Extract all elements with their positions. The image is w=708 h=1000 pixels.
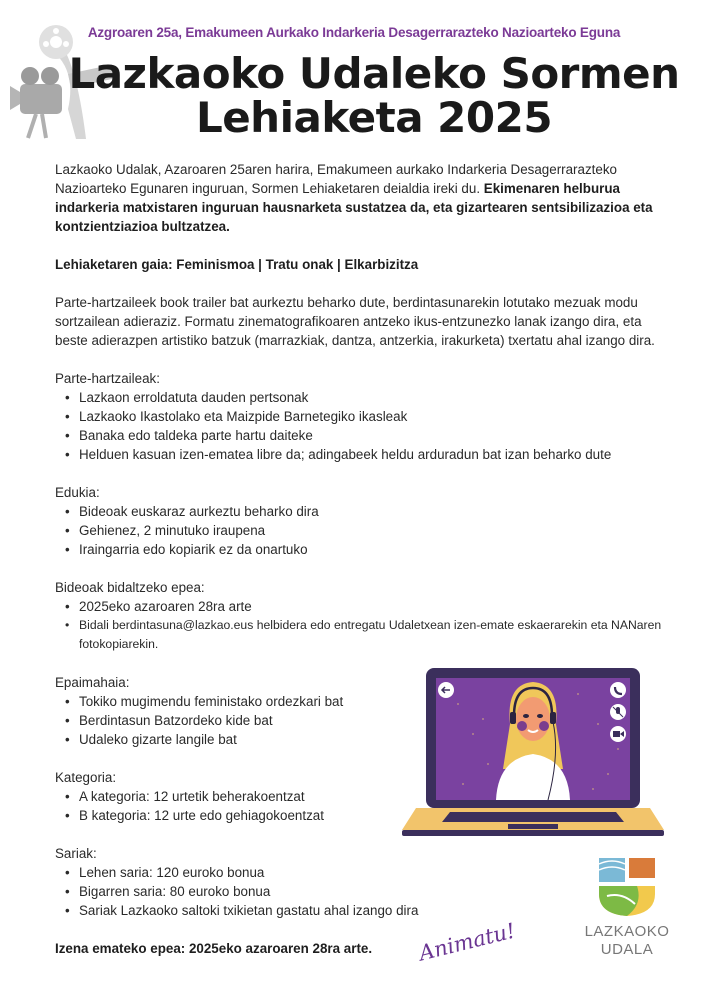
list-item: • Lazkaoko Ikastolako eta Maizpide Barnetegiko ikasleak: [55, 407, 675, 426]
intro-text: Lazkaoko Udalak, Azaroaren 25aren harira, Emakumeen aurkako Indarkeria Desagerrarazteko Nazioarteko Egunaren inguruan, Sormen Lehiaketaren deialdia ireki du.: [55, 162, 617, 196]
deadline-list: [55, 597, 675, 654]
category-heading: Kategoria:: [55, 770, 117, 785]
page-title: [40, 49, 708, 142]
description-paragraph: Parte-hartzaileek book trailer bat aurkeztu beharko dute, berdintasunarekin lotutako mezuak modu sortzailean adieraziz. Formatu zinematografikoaren antzeko ikus-entzunezko lanak izango dira, eta beste adierazpen artistiko batzuk (marrazkiak, dantza, antzerkia, irakurketa) txertatu ahal izango dira.: [55, 295, 655, 348]
event-subtitle: Azgroaren 25a, Emakumeen Aurkako Indarkeria Desagerrarazteko Nazioarteko Eguna: [87, 25, 621, 40]
mute-mic-icon: [610, 704, 626, 720]
list-item: • Gehienez, 2 minutuko iraupena: [55, 521, 675, 540]
intro-paragraph: [55, 160, 675, 236]
list-item: • 2025eko azaroaren 28ra arte: [55, 597, 675, 616]
back-arrow-icon: [438, 682, 454, 698]
list-item: • Udaleko gizarte langile bat: [55, 730, 675, 749]
list-item: • Bigarren saria: 80 euroko bonua: [55, 882, 675, 901]
participants-heading: Parte-hartzaileak:: [55, 371, 160, 386]
phone-icon: [610, 682, 626, 698]
title-line-2: Lehiaketa 2025: [195, 93, 553, 142]
list-item: • Lazkaon erroldatuta dauden pertsonak: [55, 388, 675, 407]
video-camera-icon: [610, 726, 626, 742]
list-item: • Iraingarria edo kopiarik ez da onartuko: [55, 540, 675, 559]
jury-heading: Epaimahaia:: [55, 675, 130, 690]
lazkao-shield-icon: [597, 856, 657, 918]
participants-list: [55, 388, 675, 464]
laptop-video-call-illustration: [398, 664, 668, 839]
list-item: • Bideoak euskaraz aurkeztu beharko dira: [55, 502, 675, 521]
content-list: [55, 502, 675, 559]
competition-theme: Lehiaketaren gaia: Feminismoa | Tratu onak | Elkarbizitza: [55, 257, 419, 272]
intro-bold-text: Ekimenaren helburua indarkeria matxistaren inguruan hausnarketa sustatzea da, eta gizartearen sentsibilizazioa eta kontzientziazioa bultzatzea.: [55, 181, 653, 234]
list-item: • Tokiko mugimendu feministako ordezkari bat: [55, 692, 675, 711]
prizes-heading: Sariak:: [55, 846, 97, 861]
deadline-heading: Bideoak bidaltzeko epea:: [55, 580, 205, 595]
registration-deadline: Izena emateko epea: 2025eko azaroaren 28ra arte.: [55, 941, 373, 956]
title-line-1: Lazkaoko Udaleko Sormen: [68, 49, 680, 98]
list-item: • Bidali berdintasuna@lazkao.eus helbidera edo entregatu Udaletxean izen-emate eskaerarekin eta NANaren fotokopiarekin.: [55, 616, 675, 654]
list-item: • Berdintasun Batzordeko kide bat: [55, 711, 675, 730]
lazkao-logo: [572, 856, 682, 959]
animatu-text: Animatu!: [416, 918, 518, 966]
list-item: • Helduen kasuan izen-ematea libre da; adingabeek heldu arduradun bat izan beharko dute: [55, 445, 675, 464]
list-item: • Lehen saria: 120 euroko bonua: [55, 863, 675, 882]
list-item: • Banaka edo taldeka parte hartu daiteke: [55, 426, 675, 445]
logo-text-line-1: LAZKAOKO: [584, 923, 670, 940]
logo-text-line-2: UDALA: [600, 941, 654, 958]
content-heading: Edukia:: [55, 485, 100, 500]
list-item: • Sariak Lazkaoko saltoki txikietan gastatu ahal izango dira: [55, 901, 675, 920]
list-item: • B kategoria: 12 urte edo gehiagokoentzat: [55, 806, 675, 825]
list-item: • A kategoria: 12 urtetik beherakoentzat: [55, 787, 675, 806]
